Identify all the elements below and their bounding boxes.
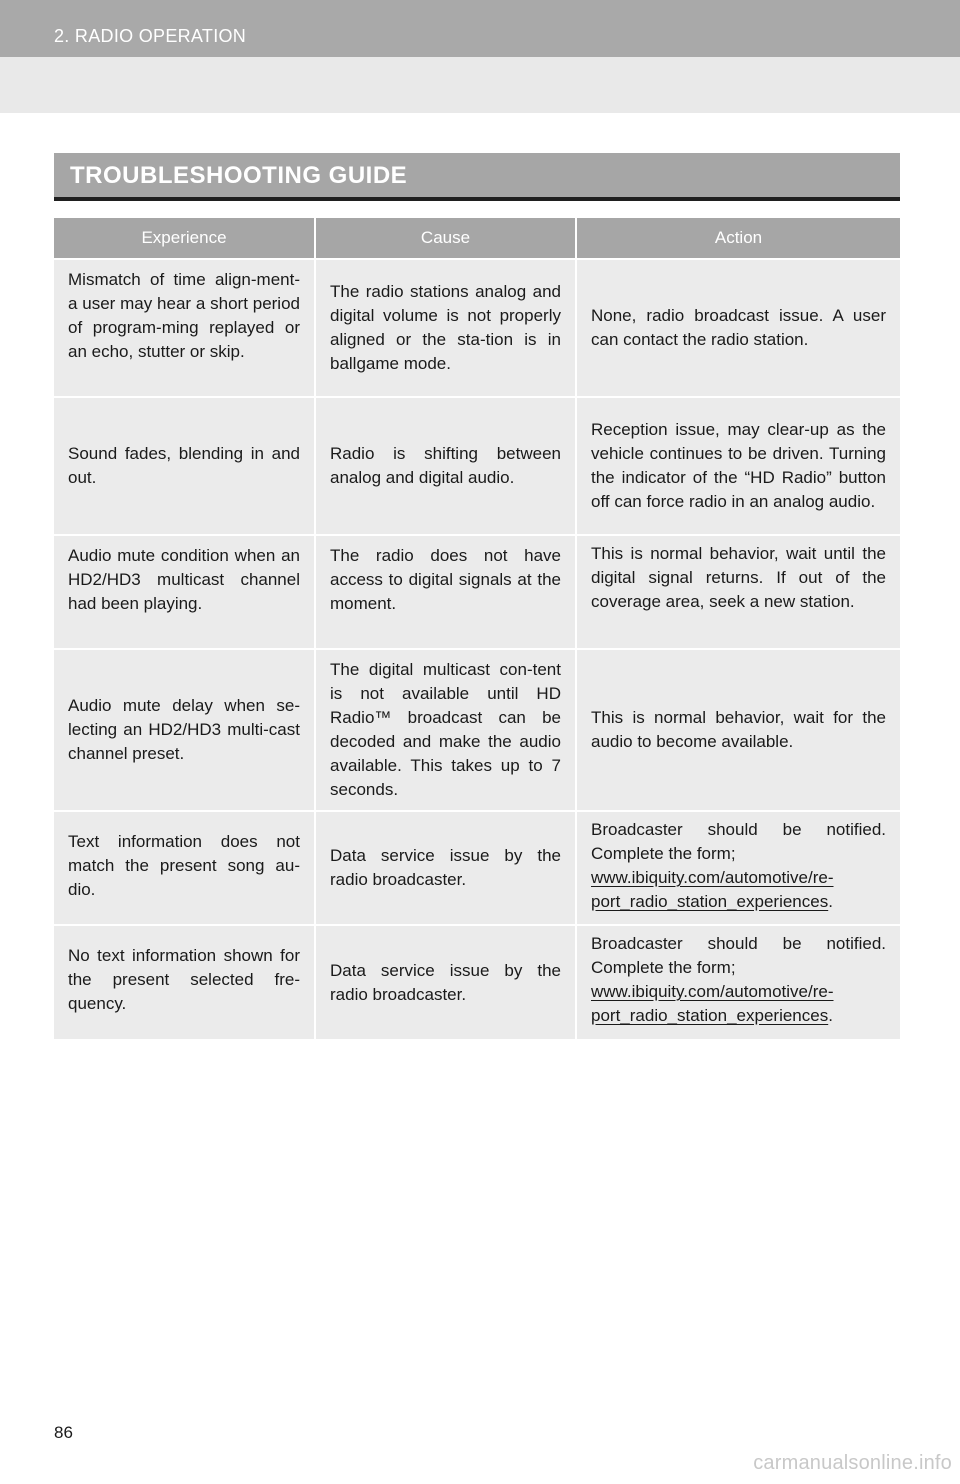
column-header-action: Action <box>576 218 900 259</box>
section-label: 2. RADIO OPERATION <box>54 26 247 46</box>
experience-cell: Mismatch of time align-ment- a user may hear a short period of program-ming replayed or an echo, stutter or skip. <box>54 259 315 397</box>
table-row <box>54 535 900 649</box>
experience-cell: Sound fades, blending in and out. <box>54 397 315 535</box>
table-row <box>54 649 900 811</box>
cause-cell: The radio stations analog and digital volume is not properly aligned or the sta-tion is in ballgame mode. <box>315 259 576 397</box>
cause-cell: Data service issue by the radio broadcaster. <box>315 925 576 1039</box>
guide-title-bar <box>54 153 900 201</box>
header-band-lower <box>0 57 960 113</box>
action-cell: This is normal behavior, wait until the digital signal returns. If out of the coverage area, seek a new station. <box>576 535 900 649</box>
guide-title: TROUBLESHOOTING GUIDE <box>70 162 408 189</box>
header-band <box>0 0 960 57</box>
troubleshooting-table <box>54 218 900 1039</box>
page-number: 86 <box>54 1423 73 1442</box>
watermark: carmanualsonline.info <box>753 1452 952 1474</box>
action-cell <box>576 811 900 925</box>
column-header-cause: Cause <box>315 218 576 259</box>
cause-cell: Data service issue by the radio broadcaster. <box>315 811 576 925</box>
experience-cell: Text information does not match the present song au-dio. <box>54 811 315 925</box>
table-header-row <box>54 218 900 259</box>
action-suffix: . <box>828 1006 833 1025</box>
cause-cell: The digital multicast con-tent is not available until HD Radio™ broadcast can be decoded and make the audio available. This takes up to 7 seconds. <box>315 649 576 811</box>
report-form-link[interactable]: www.ibiquity.com/automotive/re-port_radio_station_experiences <box>591 868 834 911</box>
table-row <box>54 259 900 397</box>
table-row <box>54 925 900 1039</box>
action-cell: This is normal behavior, wait for the audio to become available. <box>576 649 900 811</box>
cause-cell: Radio is shifting between analog and digital audio. <box>315 397 576 535</box>
table-row <box>54 397 900 535</box>
action-cell <box>576 925 900 1039</box>
experience-cell: No text information shown for the present selected fre-quency. <box>54 925 315 1039</box>
report-form-link[interactable]: www.ibiquity.com/automotive/re-port_radio_station_experiences <box>591 982 834 1025</box>
action-suffix: . <box>828 892 833 911</box>
experience-cell: Audio mute condition when an HD2/HD3 multicast channel had been playing. <box>54 535 315 649</box>
table-row <box>54 811 900 925</box>
cause-cell: The radio does not have access to digital signals at the moment. <box>315 535 576 649</box>
action-text: Broadcaster should be notified. Complete the form; <box>591 934 886 977</box>
action-cell: Reception issue, may clear-up as the vehicle continues to be driven. Turning the indicator of the “HD Radio” button off can force radio in an analog audio. <box>576 397 900 535</box>
column-header-experience: Experience <box>54 218 315 259</box>
action-cell: None, radio broadcast issue. A user can contact the radio station. <box>576 259 900 397</box>
experience-cell: Audio mute delay when se-lecting an HD2/HD3 multi-cast channel preset. <box>54 649 315 811</box>
action-text: Broadcaster should be notified. Complete the form; <box>591 820 886 863</box>
